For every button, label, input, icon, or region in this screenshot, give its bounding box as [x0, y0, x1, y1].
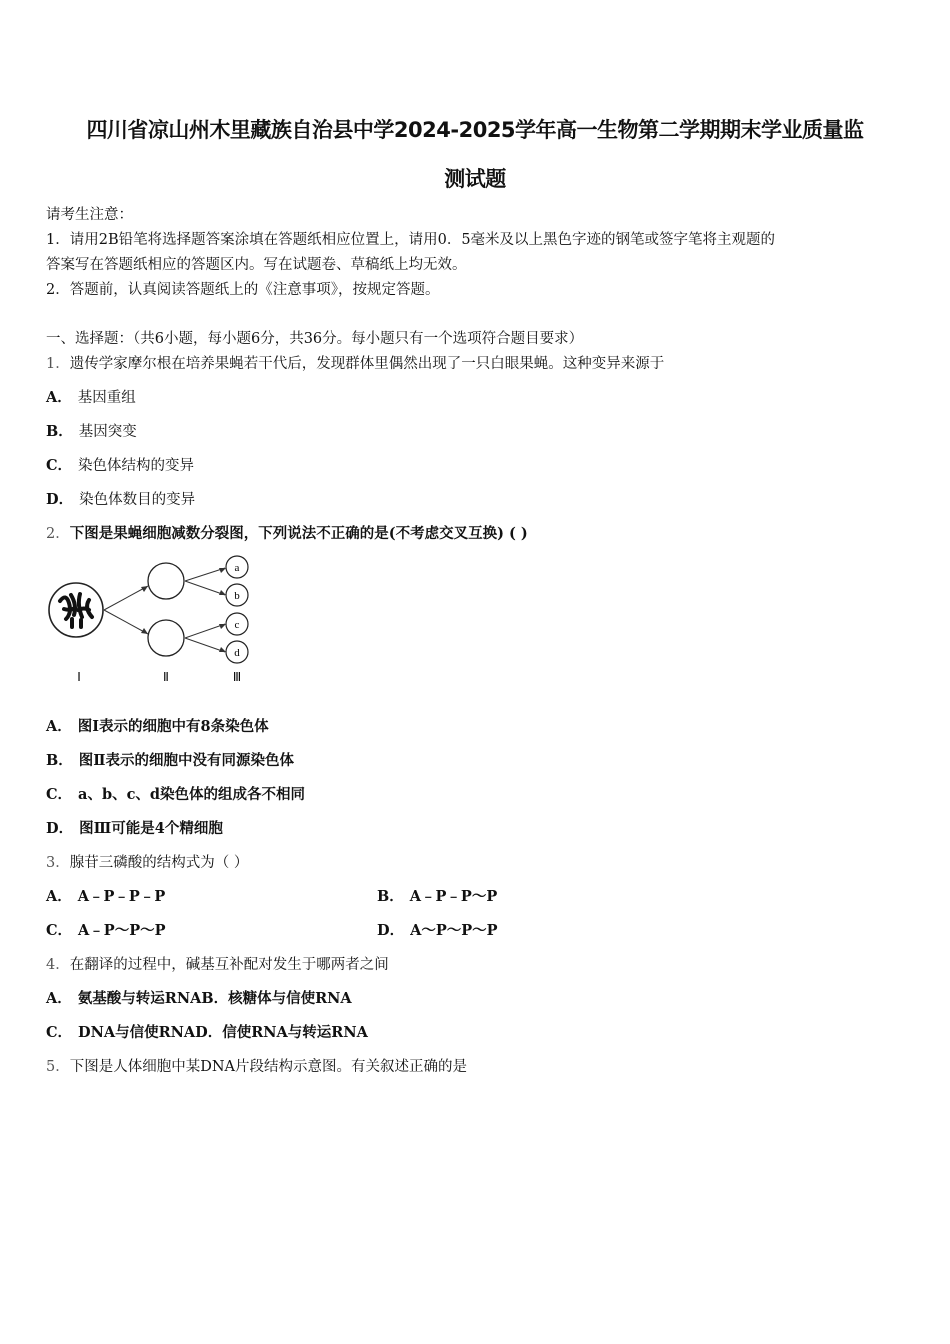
option-letter: A． [46, 389, 72, 406]
arrow-line [185, 581, 225, 595]
option-text: A～P～P～P [410, 922, 498, 939]
question-2-option-d[interactable] [46, 817, 223, 838]
question-3-option-a[interactable] [46, 885, 165, 906]
stage-label-1: Ⅰ [77, 670, 81, 684]
arrow-head [219, 568, 226, 573]
question-stem: 下图是人体细胞中某DNA片段结构示意图。有关叙述正确的是 [69, 1059, 468, 1075]
option-letter: B． [46, 423, 73, 440]
option-text: 图Ⅲ可能是4个精细胞 [79, 820, 223, 837]
option-text: a、b、c、d染色体的组成各不相同 [78, 786, 306, 803]
arrow-head [219, 647, 226, 652]
cell-label-c: c [234, 619, 240, 631]
arrow-line [185, 568, 225, 581]
question-3-option-b[interactable] [377, 885, 497, 906]
cell-stage-2-top [148, 563, 184, 599]
option-text: A﹣P﹣P～P [409, 888, 498, 905]
arrow-head [219, 590, 226, 595]
question-stem: 下图是果蝇细胞减数分裂图，下列说法不正确的是(不考虑交叉互换) ( ) [69, 525, 528, 542]
cell-label-d: d [234, 647, 240, 659]
question-stem: 在翻译的过程中，碱基互补配对发生于哪两者之间 [69, 957, 389, 973]
question-4-options-c-d[interactable] [46, 1021, 368, 1042]
notice-item-1: 1．请用2B铅笔将选择题答案涂填在答题纸相应位置上，请用0．5毫米及以上黑色字迹的钢笔或签字笔将主观题的 [46, 232, 776, 248]
option-letter: A． [46, 718, 72, 735]
question-2-option-c[interactable] [46, 783, 305, 804]
option-letter: C． [46, 786, 73, 803]
question-stem: 遗传学家摩尔根在培养果蝇若干代后，发现群体里偶然出现了一只白眼果蝇。这种变异来源于 [69, 356, 665, 372]
question-2 [46, 522, 528, 543]
question-1-option-a[interactable] [46, 386, 136, 407]
arrow-line [185, 624, 225, 638]
arrow-head [219, 624, 226, 629]
notice-item-2: 2．答题前，认真阅读答题纸上的《注意事项》，按规定答题。 [46, 282, 440, 298]
question-number: 5． [46, 1059, 70, 1075]
question-3 [46, 851, 248, 872]
question-2-option-a[interactable] [46, 715, 269, 736]
option-letter: A． [46, 990, 72, 1007]
cell-stage-2-bottom [148, 620, 184, 656]
cell-label-a: a [234, 562, 240, 574]
option-text: 氨基酸与转运RNAB．核糖体与信使RNA [77, 990, 352, 1007]
arrow-line [104, 610, 148, 634]
option-text: 图Ⅱ表示的细胞中没有同源染色体 [78, 752, 294, 769]
stage-label-3: Ⅲ [232, 670, 242, 684]
option-text: DNA与信使RNAD．信使RNA与转运RNA [78, 1024, 368, 1041]
stage-label-2: Ⅱ [163, 670, 169, 684]
option-letter: A． [46, 888, 72, 905]
option-letter: C． [46, 922, 73, 939]
section-heading: 一、选择题：（共6小题，每小题6分，共36分。每小题只有一个选项符合题目要求） [46, 331, 584, 347]
option-letter: C． [46, 1024, 73, 1041]
arrow-line [185, 638, 225, 652]
question-4 [46, 953, 389, 974]
question-number: 4． [46, 957, 70, 973]
cell-label-b: b [234, 590, 240, 602]
option-text: 染色体数目的变异 [79, 492, 196, 508]
question-1-option-d[interactable] [46, 488, 195, 509]
question-5 [46, 1055, 467, 1076]
question-number: 1． [46, 356, 70, 372]
option-letter: C． [46, 457, 73, 474]
question-3-option-d[interactable] [377, 919, 498, 940]
option-text: 基因重组 [77, 390, 136, 406]
question-number: 3． [46, 855, 70, 871]
meiosis-diagram [44, 553, 264, 688]
option-text: 图Ⅰ表示的细胞中有8条染色体 [77, 718, 269, 735]
document-title-line-1: 四川省凉山州木里藏族自治县中学2024-2025学年高一生物第二学期期末学业质量监 [86, 118, 864, 142]
question-1 [46, 352, 664, 373]
option-letter: B． [377, 888, 404, 905]
option-letter: D． [377, 922, 405, 939]
chromosomes [60, 594, 92, 627]
document-title-line-2: 测试题 [444, 167, 506, 191]
option-letter: D． [46, 820, 74, 837]
notice-heading: 请考生注意： [46, 207, 133, 223]
option-text: A﹣P～P～P [78, 922, 166, 939]
option-text: 基因突变 [78, 424, 137, 440]
option-text: 染色体结构的变异 [78, 458, 195, 474]
option-letter: B． [46, 752, 73, 769]
option-text: A﹣P﹣P﹣P [77, 888, 166, 905]
arrow-line [104, 586, 148, 610]
question-2-option-b[interactable] [46, 749, 294, 770]
option-letter: D． [46, 491, 74, 508]
question-number: 2． [46, 526, 70, 542]
question-4-options-a-b[interactable] [46, 987, 352, 1008]
question-1-option-c[interactable] [46, 454, 194, 475]
question-1-option-b[interactable] [46, 420, 137, 441]
question-3-option-c[interactable] [46, 919, 166, 940]
notice-item-1-continued: 答案写在答题纸相应的答题区内。写在试题卷、草稿纸上均无效。 [46, 257, 467, 273]
question-stem: 腺苷三磷酸的结构式为（ ） [69, 855, 249, 871]
